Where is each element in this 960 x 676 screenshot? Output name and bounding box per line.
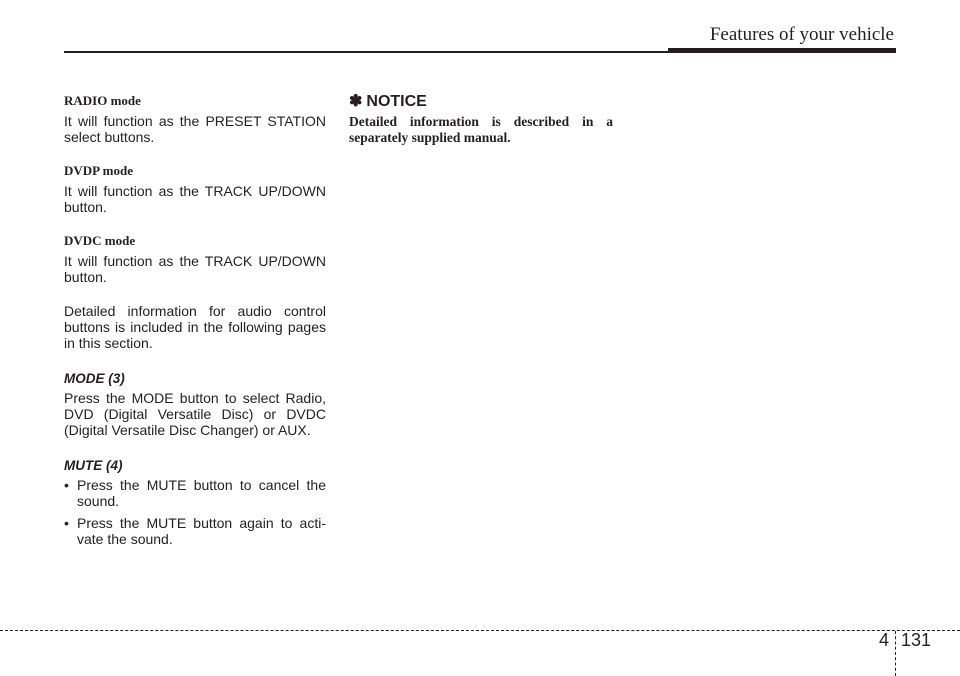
mode-section-text: Press the MODE button to select Radio, DVD (Digital Versatile Disc) or DVDC (Digital Versatile Disc Changer) or AUX.	[64, 390, 326, 438]
list-item	[64, 515, 326, 547]
list-item-text: Press the MUTE button to cancel the sound.	[77, 477, 326, 509]
header-title: Features of your vehicle	[709, 24, 894, 45]
list-item	[64, 477, 326, 509]
notice-box	[349, 93, 613, 146]
notice-text: Detailed information is described in a separately supplied manual.	[349, 114, 613, 145]
dvdp-mode-heading: DVDP mode	[64, 163, 133, 178]
radio-mode-text: It will function as the PRESET STATION select buttons.	[64, 113, 326, 145]
radio-mode-heading: RADIO mode	[64, 93, 141, 108]
detail-info-text: Detailed information for audio control buttons is included in the following pages in this section.	[64, 303, 326, 351]
dvdp-mode-text: It will function as the TRACK UP/DOWN button.	[64, 183, 326, 215]
bullet-icon: •	[64, 477, 69, 493]
mute-section-heading: MUTE (4)	[64, 458, 123, 473]
chapter-number: 4	[878, 630, 889, 650]
dvdc-mode-text: It will function as the TRACK UP/DOWN button.	[64, 253, 326, 285]
bullet-icon: •	[64, 515, 69, 531]
dvdc-mode-heading: DVDC mode	[64, 233, 136, 248]
header-rule-accent	[668, 48, 896, 53]
mode-section-heading: MODE (3)	[64, 371, 125, 386]
footer-divider	[0, 630, 960, 631]
notice-heading	[349, 93, 613, 111]
notice-heading-text: NOTICE	[366, 93, 427, 110]
left-column	[64, 93, 326, 553]
footer-separator	[895, 631, 896, 676]
header-rule	[64, 51, 670, 53]
asterisk-icon: ✽	[349, 93, 363, 110]
page-number: 131	[901, 630, 932, 650]
mute-bullet-list	[64, 477, 326, 547]
list-item-text: Press the MUTE button again to acti- vate the sound.	[77, 515, 326, 547]
